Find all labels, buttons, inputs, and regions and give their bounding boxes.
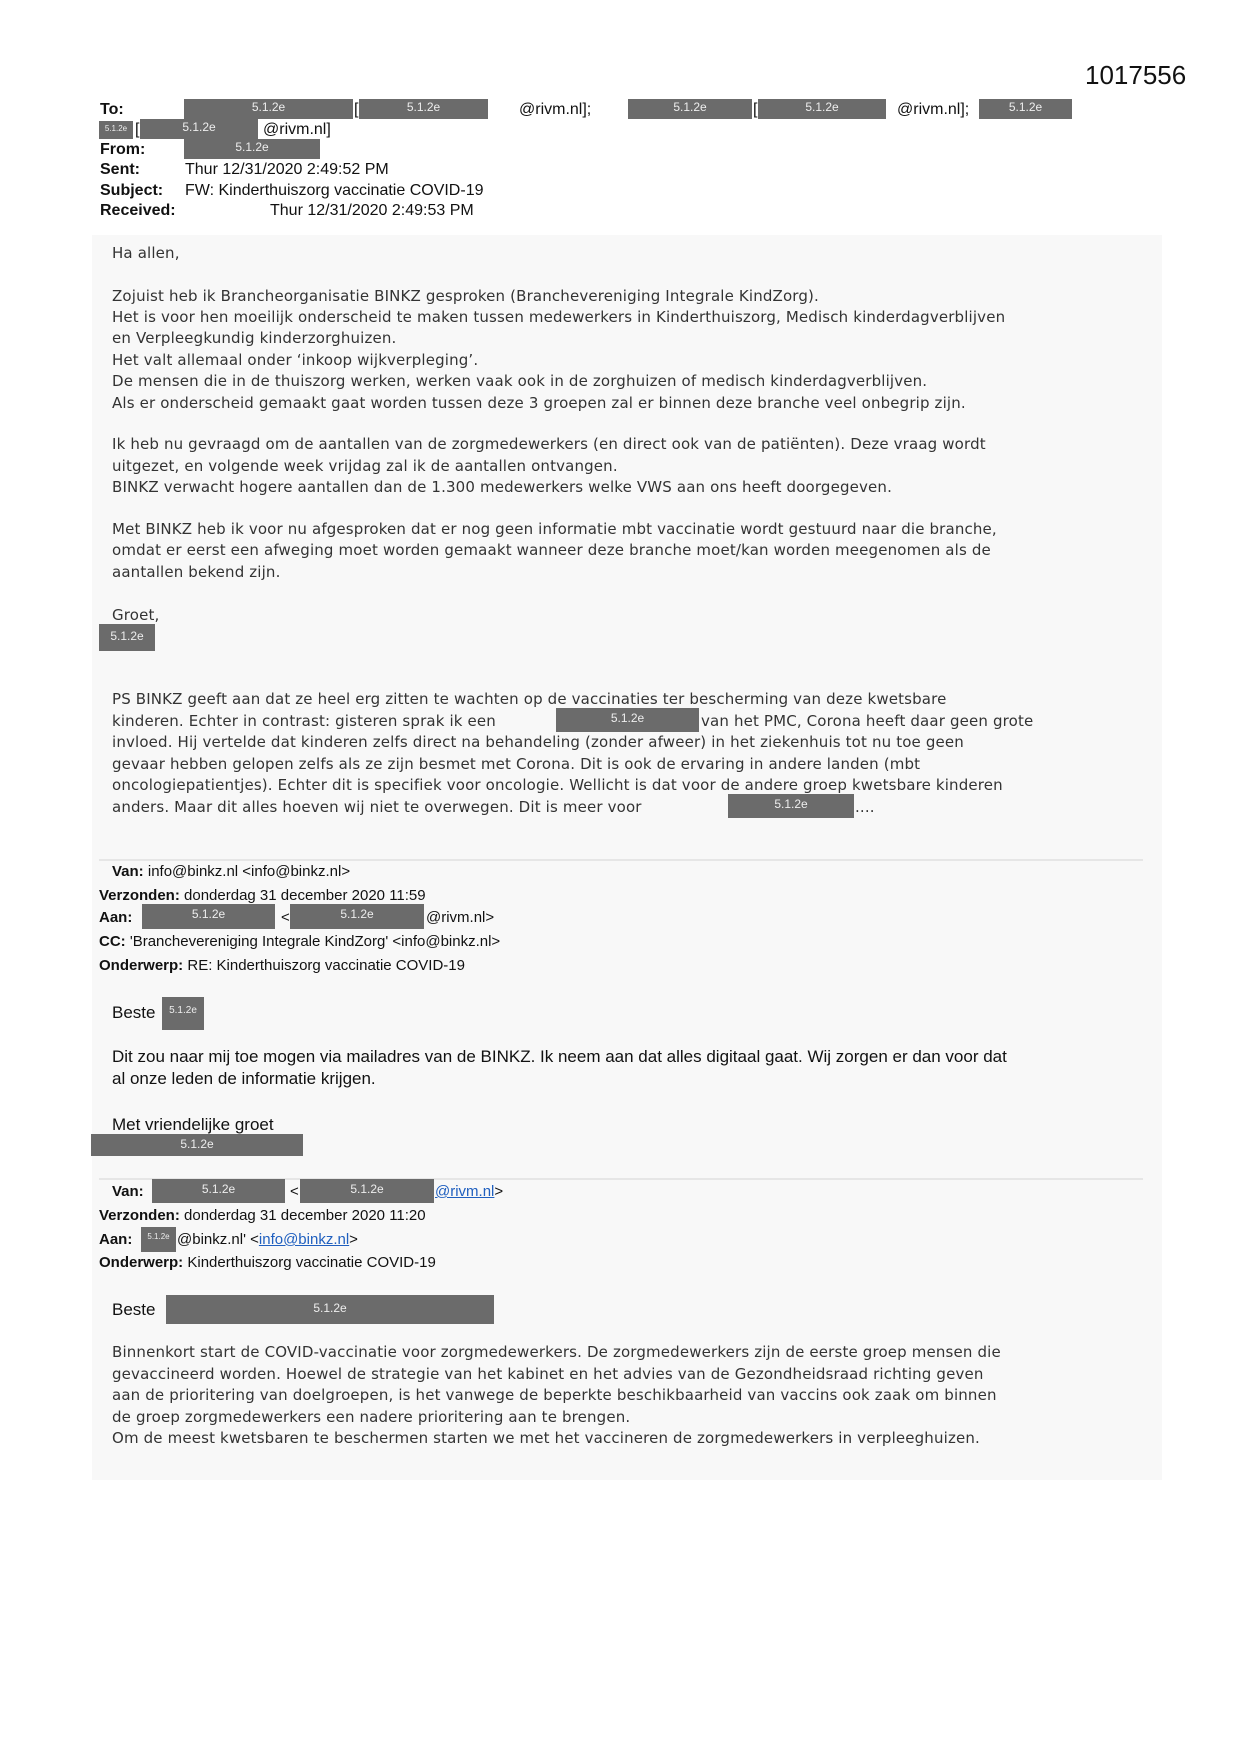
redaction: 5.1.2e <box>152 1179 285 1203</box>
van-label: Van: <box>112 863 144 880</box>
cc-label: CC: <box>99 933 126 950</box>
redaction: 5.1.2e <box>142 904 275 929</box>
redaction: 5.1.2e <box>184 99 353 119</box>
paragraph-line: omdat er eerst een afweging moet worden gemaakt wanneer deze branche moet/kan worden meegenomen als de <box>112 541 991 559</box>
verzonden-label: Verzonden: <box>99 1207 180 1224</box>
aan-label: Aan: <box>99 1231 133 1248</box>
to-domain: @rivm.nl] <box>263 121 331 138</box>
paragraph-line: uitgezet, en volgende week vrijdag zal ik de aantallen ontvangen. <box>112 457 618 475</box>
aan-value: @binkz.nl' < <box>177 1231 259 1248</box>
paragraph-line: BINKZ verwacht hogere aantallen dan de 1.300 medewerkers welke VWS aan ons heeft doorgegeven. <box>112 478 892 496</box>
verzonden-value: donderdag 31 december 2020 11:20 <box>184 1207 426 1224</box>
paragraph-line: Als er onderscheid gemaakt gaat worden tussen deze 3 groepen zal er binnen deze branche veel onbegrip zijn. <box>112 394 966 412</box>
redaction: 5.1.2e <box>99 121 133 139</box>
aan-domain: @rivm.nl> <box>426 909 495 926</box>
redaction: 5.1.2e <box>758 99 886 119</box>
greeting: Beste <box>112 1003 156 1022</box>
sent-label: Sent: <box>100 161 140 178</box>
received-label: Received: <box>100 202 176 219</box>
verzonden-value: donderdag 31 december 2020 11:59 <box>184 887 426 904</box>
paragraph-line: aantallen bekend zijn. <box>112 563 281 581</box>
ps-line: oncologiepatientjes). Echter dit is specifiek voor oncologie. Wellicht is dat voor de andere groep kwetsbare kinderen <box>112 776 1003 794</box>
from-label: From: <box>100 141 146 158</box>
subject-label: Subject: <box>100 182 164 199</box>
bracket: [ <box>354 101 359 118</box>
body-line: al onze leden de informatie krijgen. <box>112 1069 376 1088</box>
redaction: 5.1.2e <box>359 99 488 119</box>
ps-line: PS BINKZ geeft aan dat ze heel erg zitten te wachten op de vaccinaties ter bescherming van deze kwetsbare <box>112 690 947 708</box>
received-value: Thur 12/31/2020 2:49:53 PM <box>270 202 474 219</box>
redaction: 5.1.2e <box>91 1134 303 1156</box>
redaction: 5.1.2e <box>728 794 854 818</box>
redaction: 5.1.2e <box>290 904 424 929</box>
van-value: info@binkz.nl <info@binkz.nl> <box>147 863 351 880</box>
onderwerp-value: Kinderthuiszorg vaccinatie COVID-19 <box>187 1254 436 1271</box>
redaction: 5.1.2e <box>184 139 320 159</box>
aan-label: Aan: <box>99 909 133 926</box>
paragraph-line: Zojuist heb ik Brancheorganisatie BINKZ gesproken (Branchevereniging Integrale KindZorg). <box>112 287 819 305</box>
onderwerp-label: Onderwerp: <box>99 957 184 974</box>
ps-line: van het PMC, Corona heeft daar geen grote <box>701 712 1034 730</box>
van-label: Van: <box>112 1183 144 1200</box>
ps-line: kinderen. Echter in contrast: gisteren sprak ik een <box>112 712 496 730</box>
subject-value: FW: Kinderthuiszorg vaccinatie COVID-19 <box>185 182 484 199</box>
redaction: 5.1.2e <box>979 99 1072 119</box>
ps-line: gevaar hebben gelopen zelfs als ze zijn besmet met Corona. Dit is ook de ervaring in andere landen (mbt <box>112 755 921 773</box>
to-domain: @rivm.nl]; <box>897 101 970 118</box>
angle-bracket: < <box>290 1183 299 1200</box>
ps-line: anders. Maar dit alles hoeven wij niet te overwegen. Dit is meer voor <box>112 798 642 816</box>
paragraph-line: Het is voor hen moeilijk onderscheid te maken tussen medewerkers in Kinderthuiszorg, Medisch kinderdagverblijven <box>112 308 1006 326</box>
closing: Groet, <box>112 606 160 624</box>
paragraph-line: De mensen die in de thuiszorg werken, werken vaak ook in de zorghuizen of medisch kinderdagverblijven. <box>112 372 928 390</box>
paragraph-line: Het valt allemaal onder ‘inkoop wijkverpleging’. <box>112 351 479 369</box>
greeting: Ha allen, <box>112 244 180 262</box>
paragraph-line: Ik heb nu gevraagd om de aantallen van de zorgmedewerkers (en direct ook van de patiënten). Deze vraag wordt <box>112 435 986 453</box>
ellipsis: .... <box>855 798 875 816</box>
closing: Met vriendelijke groet <box>112 1115 274 1134</box>
body-line: aan de prioritering van doelgroepen, is het vanwege de beperkte beschikbaarheid van vaccins ook zaak om binnen <box>112 1386 997 1404</box>
sent-value: Thur 12/31/2020 2:49:52 PM <box>185 161 389 178</box>
onderwerp-label: Onderwerp: <box>99 1254 184 1271</box>
redaction: 5.1.2e <box>140 119 258 139</box>
redaction: 5.1.2e <box>628 99 752 119</box>
divider <box>99 859 1143 861</box>
redaction: 5.1.2e <box>141 1227 176 1252</box>
document-number: 1017556 <box>1085 60 1187 90</box>
angle-bracket: > <box>349 1231 358 1248</box>
body-line: gevaccineerd worden. Hoewel de strategie van het kabinet en het advies van de Gezondheidsraad richting geven <box>112 1365 984 1383</box>
redaction: 5.1.2e <box>300 1179 434 1203</box>
angle-bracket: < <box>281 909 290 926</box>
redaction: 5.1.2e <box>162 997 204 1030</box>
body-line: Om de meest kwetsbaren te beschermen starten we met het vaccineren de zorgmedewerkers in verpleeghuizen. <box>112 1429 980 1447</box>
onderwerp-value: RE: Kinderthuiszorg vaccinatie COVID-19 <box>187 957 465 974</box>
redaction: 5.1.2e <box>556 708 699 732</box>
greeting: Beste <box>112 1300 156 1319</box>
body-line: Dit zou naar mij toe mogen via mailadres van de BINKZ. Ik neem aan dat alles digitaal gaat. Wij zorgen er dan voor dat <box>112 1047 1007 1066</box>
van-email-link[interactable]: @rivm.nl <box>435 1183 495 1200</box>
paragraph-line: Met BINKZ heb ik voor nu afgesproken dat er nog geen informatie mbt vaccinatie wordt gestuurd naar die branche, <box>112 520 997 538</box>
verzonden-label: Verzonden: <box>99 887 180 904</box>
redaction: 5.1.2e <box>166 1295 494 1324</box>
ps-line: invloed. Hij vertelde dat kinderen zelfs direct na behandeling (zonder afweer) in het ziekenhuis tot nu toe geen <box>112 733 964 751</box>
paragraph-line: en Verpleegkundig kinderzorghuizen. <box>112 329 397 347</box>
body-line: de groep zorgmedewerkers een nadere prioritering aan te brengen. <box>112 1408 631 1426</box>
body-line: Binnenkort start de COVID-vaccinatie voor zorgmedewerkers. De zorgmedewerkers zijn de eerste groep mensen die <box>112 1343 1001 1361</box>
bracket: [ <box>753 101 758 118</box>
redaction: 5.1.2e <box>99 624 155 651</box>
cc-value: 'Branchevereniging Integrale KindZorg' <info@binkz.nl> <box>129 933 501 950</box>
angle-bracket: > <box>494 1183 504 1200</box>
aan-email-link[interactable]: info@binkz.nl <box>258 1231 350 1248</box>
to-domain: @rivm.nl]; <box>519 101 592 118</box>
to-label: To: <box>100 101 124 118</box>
bracket: [ <box>135 121 140 138</box>
email-body-background <box>92 235 1162 1480</box>
